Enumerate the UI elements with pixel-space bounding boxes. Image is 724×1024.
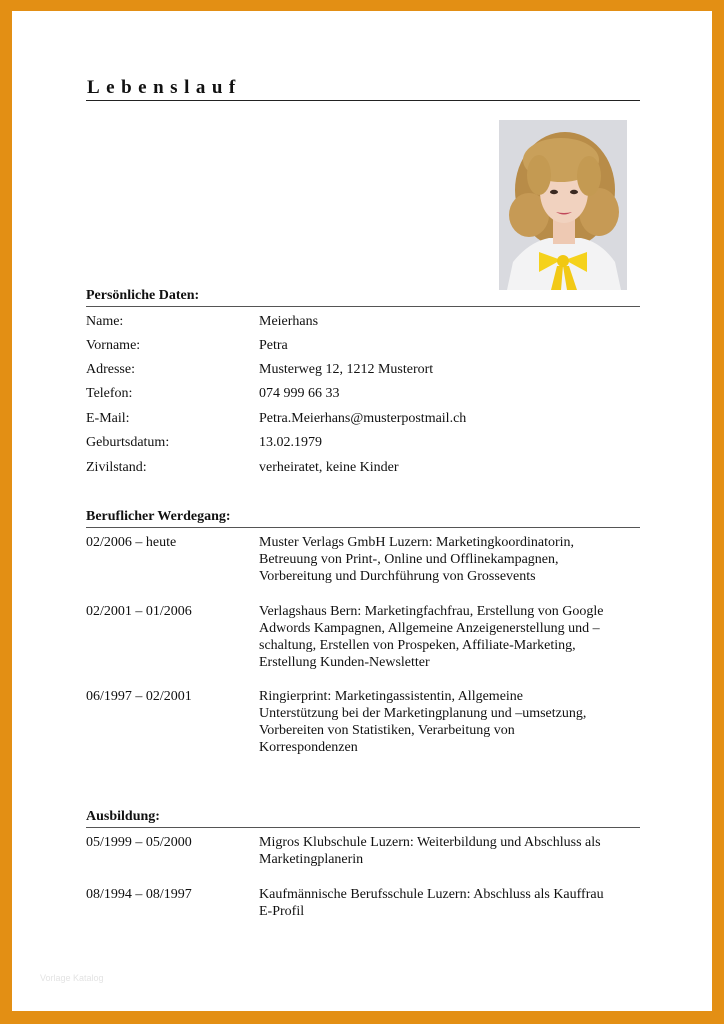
description-line: Unterstützung bei der Marketingplanung und –umsetzung, — [259, 706, 587, 721]
watermark: Vorlage Katalog — [40, 973, 104, 983]
email-value: Petra.Meierhans@musterpostmail.ch — [259, 411, 467, 426]
personal-value: verheiratet, keine Kinder — [259, 460, 399, 475]
title-rule — [86, 100, 640, 101]
personal-label: Telefon: — [86, 386, 133, 401]
description-line: Vorbereiten von Statistiken, Verarbeitung von — [259, 723, 515, 738]
description-line: Ringierprint: Marketingassistentin, Allgemeine — [259, 689, 524, 704]
personal-label: Vorname: — [86, 338, 141, 353]
description-line: Migros Klubschule Luzern: Weiterbildung und Abschluss als — [259, 835, 601, 850]
personal-label: E-Mail: — [86, 411, 130, 426]
description-line: Erstellung Kunden-Newsletter — [259, 655, 430, 670]
description-line: Adwords Kampagnen, Allgemeine Anzeigenerstellung und – — [259, 621, 600, 636]
description-line: Betreuung von Print-, Online und Offlinekampagnen, — [259, 552, 559, 567]
career-description — [259, 603, 644, 671]
personal-value: Meierhans — [259, 314, 319, 329]
personal-value: 13.02.1979 — [259, 435, 322, 450]
section-heading-personal: Persönliche Daten: — [86, 287, 640, 307]
description-line: Verlagshaus Bern: Marketingfachfrau, Erstellung von Google — [259, 604, 604, 619]
personal-label: Name: — [86, 314, 124, 329]
personal-label: Geburtsdatum: — [86, 435, 170, 450]
career-description — [259, 688, 644, 756]
description-line: Marketingplanerin — [259, 852, 364, 867]
education-description — [259, 886, 644, 920]
description-line: Kaufmännische Berufsschule Luzern: Abschluss als Kauffrau — [259, 887, 604, 902]
description-line: schaltung, Erstellen von Prospeken, Affiliate-Marketing, — [259, 638, 576, 653]
personal-value: Petra — [259, 338, 288, 353]
career-period: 02/2006 – heute — [86, 535, 177, 550]
education-description — [259, 834, 644, 868]
personal-value: Musterweg 12, 1212 Musterort — [259, 362, 434, 377]
personal-value: 074 999 66 33 — [259, 386, 340, 401]
personal-label: Zivilstand: — [86, 460, 147, 475]
education-period: 08/1994 – 08/1997 — [86, 887, 192, 902]
description-line: Muster Verlags GmbH Luzern: Marketingkoordinatorin, — [259, 535, 575, 550]
description-line: Vorbereitung und Durchführung von Grossevents — [259, 569, 536, 584]
career-period: 06/1997 – 02/2001 — [86, 689, 192, 704]
section-heading-career: Beruflicher Werdegang: — [86, 508, 640, 528]
description-line: E-Profil — [259, 904, 305, 919]
education-period: 05/1999 – 05/2000 — [86, 835, 192, 850]
description-line: Korrespondenzen — [259, 740, 358, 755]
personal-label: Adresse: — [86, 362, 135, 377]
cv-page — [12, 11, 712, 1011]
portrait-illustration — [499, 120, 627, 290]
cv-title: Lebenslauf — [87, 77, 242, 98]
portrait-photo — [499, 120, 627, 290]
career-period: 02/2001 – 01/2006 — [86, 604, 192, 619]
career-description — [259, 534, 644, 585]
section-heading-education: Ausbildung: — [86, 808, 640, 828]
